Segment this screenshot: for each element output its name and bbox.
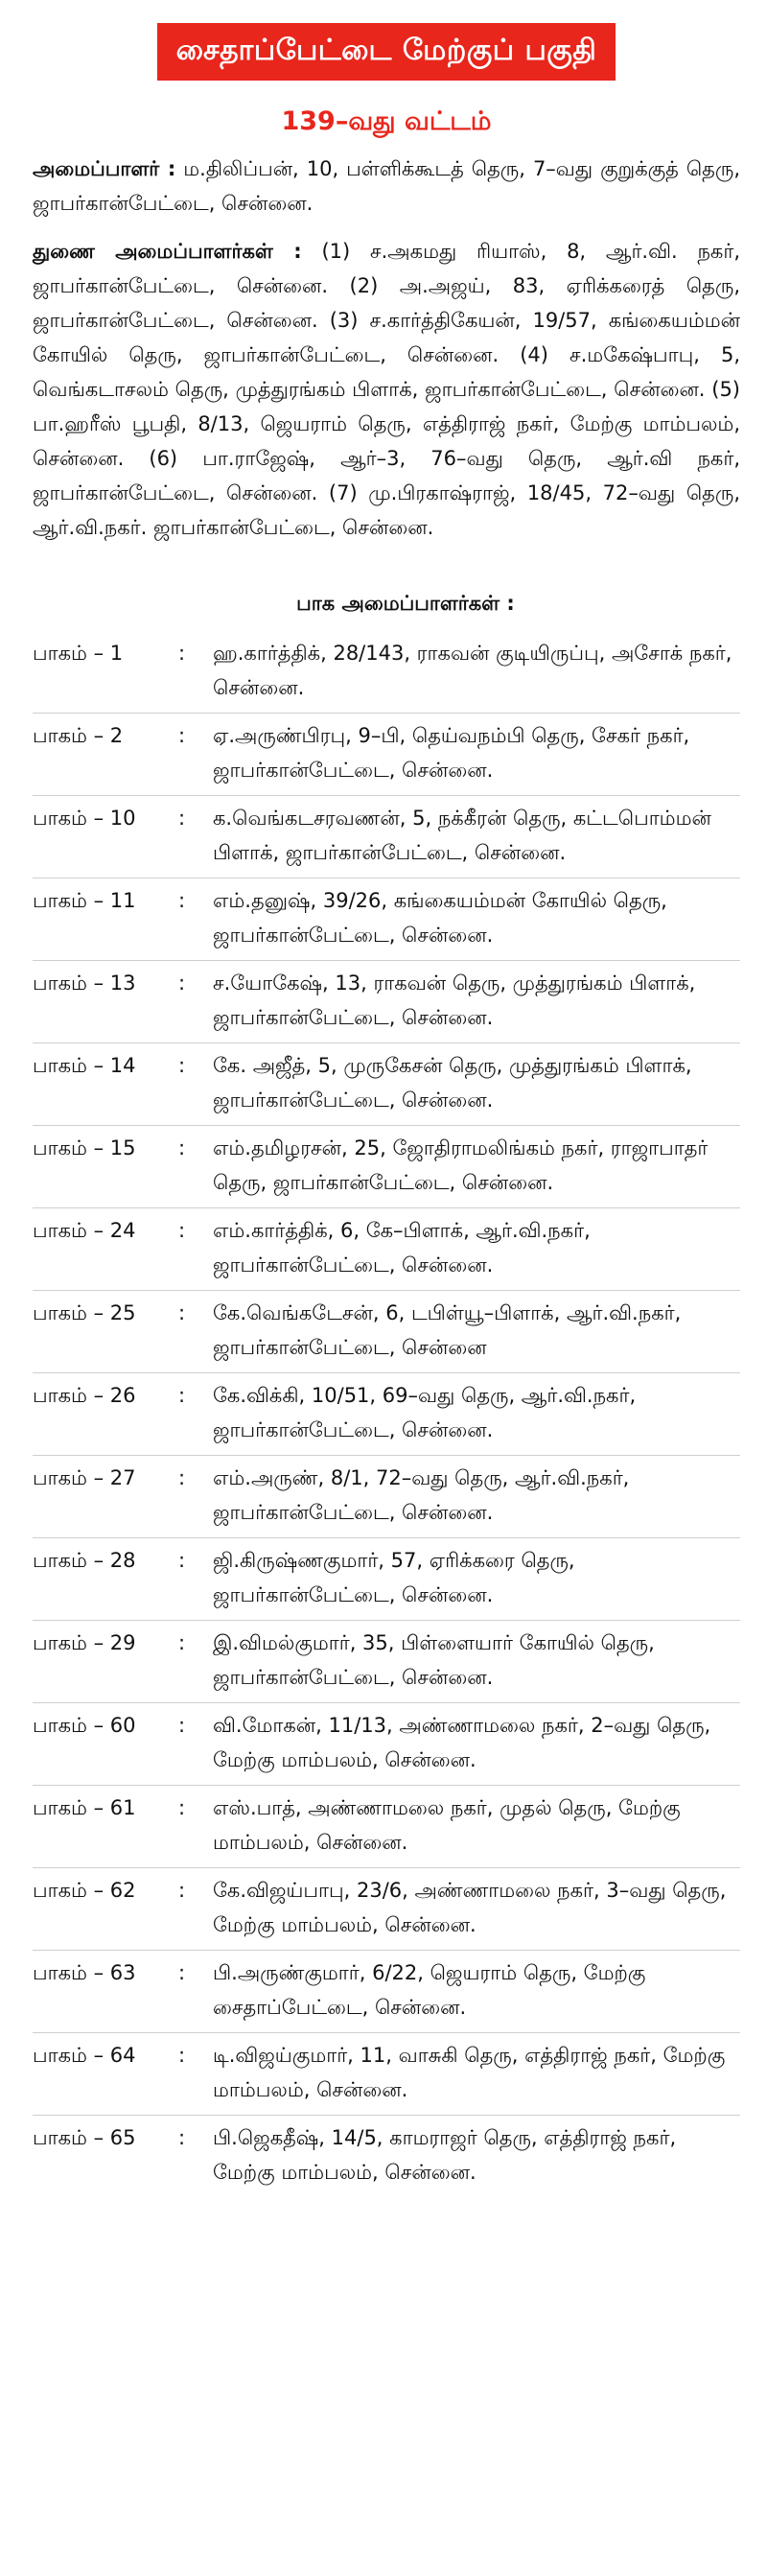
booth-row — [33, 1373, 740, 1456]
booth-organizer-details: கே.விக்கி, 10/51, 69–வது தெரு, ஆர்.வி.நகர், ஜாபர்கான்பேட்டை, சென்னை. — [213, 1384, 637, 1441]
booth-number: பாகம் – 24 — [33, 1219, 136, 1242]
booth-row — [33, 2116, 740, 2197]
booth-number: பாகம் – 25 — [33, 1301, 136, 1324]
booth-separator: : — [178, 2126, 186, 2149]
booth-organizer-details: டி.விஜய்குமார், 11, வாசுகி தெரு, எத்திராஜ் நகர், மேற்கு மாம்பலம், சென்னை. — [213, 2044, 726, 2101]
booth-row — [33, 1703, 740, 1786]
booth-organizer-details: எம்.அருண், 8/1, 72–வது தெரு, ஆர்.வி.நகர், ஜாபர்கான்பேட்டை, சென்னை. — [213, 1466, 630, 1524]
booth-row — [33, 796, 740, 878]
organizer-text: ம.திலிப்பன், 10, பள்ளிக்கூடத் தெரு, 7–வது குறுக்குத் தெரு, ஜாபர்கான்பேட்டை, சென்னை. — [33, 157, 740, 215]
booth-list — [33, 631, 740, 2197]
booth-organizer-details: எம்.தமிழரசன், 25, ஜோதிராமலிங்கம் நகர், ராஜாபாதர் தெரு, ஜாபர்கான்பேட்டை, சென்னை. — [213, 1136, 709, 1194]
booth-separator: : — [178, 1219, 186, 1242]
banner-wrap — [33, 23, 740, 81]
booth-number: பாகம் – 60 — [33, 1714, 136, 1737]
booth-number: பாகம் – 11 — [33, 889, 136, 912]
booth-row — [33, 1208, 740, 1291]
booth-number: பாகம் – 1 — [33, 642, 124, 665]
booth-row — [33, 1868, 740, 1951]
booth-number: பாகம் – 10 — [33, 807, 136, 830]
booth-organizer-details: ஹ.கார்த்திக், 28/143, ராகவன் குடியிருப்பு, அசோக் நகர், சென்னை. — [213, 642, 732, 699]
booth-separator: : — [178, 1136, 186, 1159]
booth-number: பாகம் – 64 — [33, 2044, 136, 2067]
deputies-text: (1) ச.அகமது ரியாஸ், 8, ஆர்.வி. நகர், ஜாபர்கான்பேட்டை, சென்னை. (2) அ.அஜய், 83, ஏரிக்கரைத் தெரு, ஜாபர்கான்பேட்டை, சென்னை. (3) ச.கார்த்திகேயன், 19/57, கங்கையம்மன் கோயில் தெரு, ஜாபர்கான்பேட்டை, சென்னை. (4) ச.மகேஷ்பாபு, 5, வெங்கடாசலம் தெரு, முத்துரங்கம் பிளாக், ஜாபர்கான்பேட்டை, சென்னை. (5) பா.ஹரீஸ் பூபதி, 8/13, ஜெயராம் தெரு, எத்திராஜ் நகர், மேற்கு மாம்பலம், சென்னை. (6) பா.ராஜேஷ், ஆர்–3, 76–வது தெரு, ஆர்.வி நகர், ஜாபர்கான்பேட்டை, சென்னை. (7) மு.பிரகாஷ்ராஜ், 18/45, 72–வது தெரு, ஆர்.வி.நகர். ஜாபர்கான்பேட்டை, சென்னை. — [33, 240, 740, 539]
booth-number: பாகம் – 13 — [33, 972, 136, 995]
booth-separator: : — [178, 1549, 186, 1572]
booth-separator: : — [178, 1796, 186, 1819]
booth-row — [33, 1538, 740, 1621]
booth-number: பாகம் – 2 — [33, 724, 124, 747]
booth-number: பாகம் – 27 — [33, 1466, 136, 1489]
booth-separator: : — [178, 1714, 186, 1737]
booth-organizer-details: கே.விஜய்பாபு, 23/6, அண்ணாமலை நகர், 3–வது தெரு, மேற்கு மாம்பலம், சென்னை. — [213, 1879, 727, 1936]
booth-organizer-details: ஜி.கிருஷ்ணகுமார், 57, ஏரிக்கரை தெரு, ஜாபர்கான்பேட்டை, சென்னை. — [213, 1549, 575, 1606]
booth-organizer-details: கே. அஜீத், 5, முருகேசன் தெரு, முத்துரங்கம் பிளாக், ஜாபர்கான்பேட்டை, சென்னை. — [213, 1054, 692, 1112]
booth-row — [33, 714, 740, 796]
booth-separator: : — [178, 972, 186, 995]
deputies-paragraph — [33, 234, 740, 545]
ward-title: 139–வது வட்டம் — [281, 106, 492, 136]
booth-separator: : — [178, 1879, 186, 1902]
section-banner: சைதாப்பேட்டை மேற்குப் பகுதி — [157, 23, 616, 81]
booth-separator: : — [178, 889, 186, 912]
organizer-label: அமைப்பாளர் : — [33, 157, 176, 180]
booth-organizer-details: ஏ.அருண்பிரபு, 9–பி, தெய்வநம்பி தெரு, சேகர் நகர், ஜாபர்கான்பேட்டை, சென்னை. — [213, 724, 690, 782]
booth-separator: : — [178, 807, 186, 830]
booth-separator: : — [178, 1054, 186, 1077]
booth-row — [33, 961, 740, 1043]
booth-organizer-details: எம்.கார்த்திக், 6, கே–பிளாக், ஆர்.வி.நகர், ஜாபர்கான்பேட்டை, சென்னை. — [213, 1219, 591, 1276]
booth-number: பாகம் – 61 — [33, 1796, 136, 1819]
booth-separator: : — [178, 1301, 186, 1324]
booth-separator: : — [178, 1466, 186, 1489]
booth-organizer-details: க.வெங்கடசரவணன், 5, நக்கீரன் தெரு, கட்டபொம்மன் பிளாக், ஜாபர்கான்பேட்டை, சென்னை. — [213, 807, 711, 864]
booth-number: பாகம் – 26 — [33, 1384, 136, 1407]
booth-organizer-details: பி.அருண்குமார், 6/22, ஜெயராம் தெரு, மேற்கு சைதாப்பேட்டை, சென்னை. — [213, 1961, 646, 2019]
booth-number: பாகம் – 15 — [33, 1136, 136, 1159]
booth-organizer-details: இ.விமல்குமார், 35, பிள்ளையார் கோயில் தெரு, ஜாபர்கான்பேட்டை, சென்னை. — [213, 1631, 655, 1689]
booth-number: பாகம் – 29 — [33, 1631, 136, 1654]
booth-organizer-details: பி.ஜெகதீஷ், 14/5, காமராஜர் தெரு, எத்திராஜ் நகர், மேற்கு மாம்பலம், சென்னை. — [213, 2126, 677, 2184]
booth-row — [33, 1951, 740, 2033]
booth-row — [33, 631, 740, 714]
deputies-label: துணை அமைப்பாளர்கள் : — [33, 240, 302, 263]
booth-row — [33, 1621, 740, 1703]
booth-organizer-details: எஸ்.பாத், அண்ணாமலை நகர், முதல் தெரு, மேற்கு மாம்பலம், சென்னை. — [213, 1796, 681, 1854]
booth-separator: : — [178, 1961, 186, 1984]
booth-row — [33, 2033, 740, 2116]
booth-organizer-details: எம்.தனுஷ், 39/26, கங்கையம்மன் கோயில் தெரு, ஜாபர்கான்பேட்டை, சென்னை. — [213, 889, 667, 947]
booth-row — [33, 1126, 740, 1208]
booth-number: பாகம் – 14 — [33, 1054, 136, 1077]
booth-separator: : — [178, 1631, 186, 1654]
booth-row — [33, 1786, 740, 1868]
booth-number: பாகம் – 65 — [33, 2126, 136, 2149]
booth-organizer-details: கே.வெங்கடேசன், 6, டபிள்யூ–பிளாக், ஆர்.வி.நகர், ஜாபர்கான்பேட்டை, சென்னை — [213, 1301, 682, 1359]
booth-row — [33, 1456, 740, 1538]
booth-separator: : — [178, 2044, 186, 2067]
booth-number: பாகம் – 62 — [33, 1879, 136, 1902]
booth-organizers-heading: பாக அமைப்பாளர்கள் : — [296, 592, 515, 615]
booth-number: பாகம் – 28 — [33, 1549, 136, 1572]
booth-number: பாகம் – 63 — [33, 1961, 136, 1984]
booth-separator: : — [178, 724, 186, 747]
booth-organizer-details: ச.யோகேஷ், 13, ராகவன் தெரு, முத்துரங்கம் பிளாக், ஜாபர்கான்பேட்டை, சென்னை. — [213, 972, 696, 1029]
booth-row — [33, 878, 740, 961]
organizer-paragraph — [33, 152, 740, 221]
booth-separator: : — [178, 1384, 186, 1407]
booth-row — [33, 1291, 740, 1373]
booth-row — [33, 1043, 740, 1126]
booth-organizer-details: வி.மோகன், 11/13, அண்ணாமலை நகர், 2–வது தெரு, மேற்கு மாம்பலம், சென்னை. — [213, 1714, 711, 1771]
booth-separator: : — [178, 642, 186, 665]
